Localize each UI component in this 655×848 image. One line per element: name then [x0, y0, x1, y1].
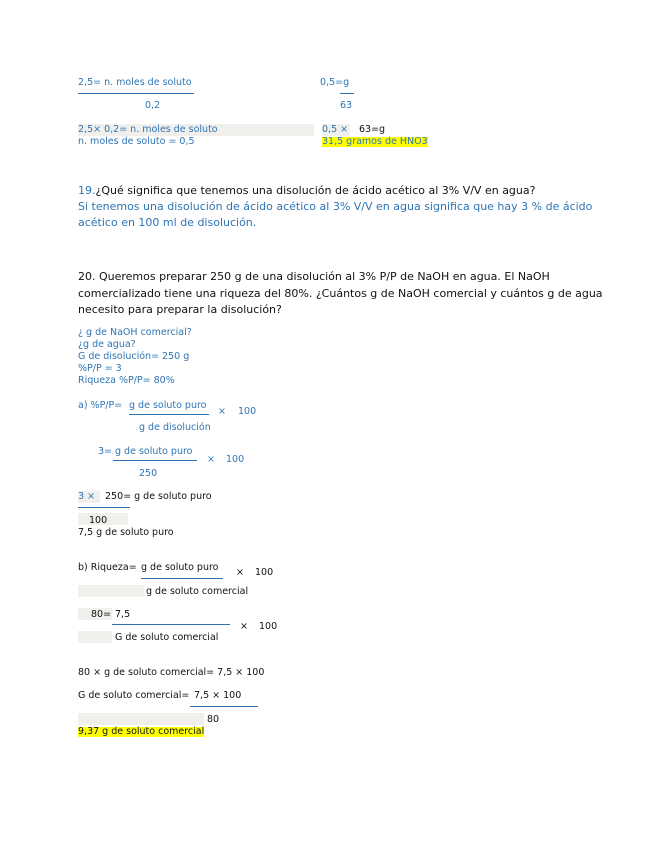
data-line: Riqueza %P/P= 80%	[78, 375, 175, 386]
result-line: n. moles de soluto = 0,5	[78, 136, 195, 147]
fraction-denominator: 80	[207, 714, 220, 725]
fraction-denominator: g de disolución	[139, 422, 211, 433]
fraction-numerator: g de soluto puro	[115, 446, 193, 457]
equation-shading	[78, 585, 144, 597]
data-line: %P/P = 3	[78, 363, 122, 374]
fraction-numerator: 7,5	[115, 609, 131, 620]
fraction-numerator: 0,5=g	[320, 77, 350, 88]
formula-label: G de soluto comercial=	[78, 690, 190, 701]
highlighted-result: 9,37 g de soluto comercial	[78, 726, 205, 737]
times-symbol: ×	[218, 406, 226, 417]
highlighted-result: 31,5 gramos de HNO3	[322, 136, 428, 147]
answer-line: Si tenemos una disolución de ácido acético al 3% V/V en agua significa que hay 3 % de ácido	[78, 200, 593, 213]
times-symbol: ×	[236, 567, 244, 578]
question-20-line: comercializado tiene una riqueza del 80%. ¿Cuántos g de NaOH comercial y cuántos g de agua	[78, 287, 603, 300]
result-line: 7,5 g de soluto puro	[78, 527, 174, 538]
equation-line: 0,5 ×	[322, 124, 349, 135]
multiplier: 100	[259, 621, 278, 632]
fraction-bar	[190, 706, 258, 707]
equation-line: 2,5× 0,2= n. moles de soluto	[78, 124, 218, 135]
fraction-bar	[340, 93, 354, 94]
formula-label: 80=	[91, 609, 112, 620]
question-text: ¿Qué significa que tenemos una disolución de ácido acético al 3% V/V en agua?	[95, 184, 536, 197]
fraction-numerator: g de soluto puro	[129, 400, 207, 411]
fraction-bar	[112, 624, 230, 625]
fraction-bar	[129, 414, 209, 415]
fraction-bar	[78, 507, 130, 508]
question-19	[78, 185, 535, 196]
multiplier: 100	[238, 406, 257, 417]
fraction-denominator: 100	[89, 515, 108, 526]
data-line: ¿g de agua?	[78, 339, 136, 350]
fraction-denominator: 250	[139, 468, 158, 479]
fraction-denominator: 63	[340, 100, 353, 111]
answer-line: acético en 100 ml de disolución.	[78, 216, 257, 229]
times-symbol: ×	[207, 454, 215, 465]
question-20-line: necesito para preparar la disolución?	[78, 303, 282, 316]
equation-part: 3 ×	[78, 491, 96, 502]
equation-line: 63=g	[359, 124, 386, 135]
times-symbol: ×	[240, 621, 248, 632]
formula-label: 3=	[98, 446, 113, 457]
fraction-numerator: 2,5= n. moles de soluto	[78, 77, 192, 88]
fraction-bar	[78, 93, 194, 94]
fraction-numerator: g de soluto puro	[141, 562, 219, 573]
question-number: 19.	[78, 184, 96, 197]
data-line: ¿ g de NaOH comercial?	[78, 327, 192, 338]
formula-label: b) Riqueza=	[78, 562, 137, 573]
fraction-denominator: g de soluto comercial	[146, 586, 249, 597]
fraction-denominator: 0,2	[145, 100, 161, 111]
equation-shading	[78, 631, 112, 643]
multiplier: 100	[255, 567, 274, 578]
fraction-denominator: G de soluto comercial	[115, 632, 219, 643]
question-20-line: 20. Queremos preparar 250 g de una disolución al 3% P/P de NaOH en agua. El NaOH	[78, 270, 550, 283]
equation-line: 80 × g de soluto comercial= 7,5 × 100	[78, 667, 265, 678]
fraction-numerator: 7,5 × 100	[194, 690, 242, 701]
formula-label: a) %P/P=	[78, 400, 123, 411]
equation-shading	[78, 713, 204, 725]
multiplier: 100	[226, 454, 245, 465]
fraction-bar	[113, 460, 197, 461]
data-line: G de disolución= 250 g	[78, 351, 190, 362]
fraction-bar	[141, 578, 223, 579]
equation-part: 250= g de soluto puro	[105, 491, 212, 502]
